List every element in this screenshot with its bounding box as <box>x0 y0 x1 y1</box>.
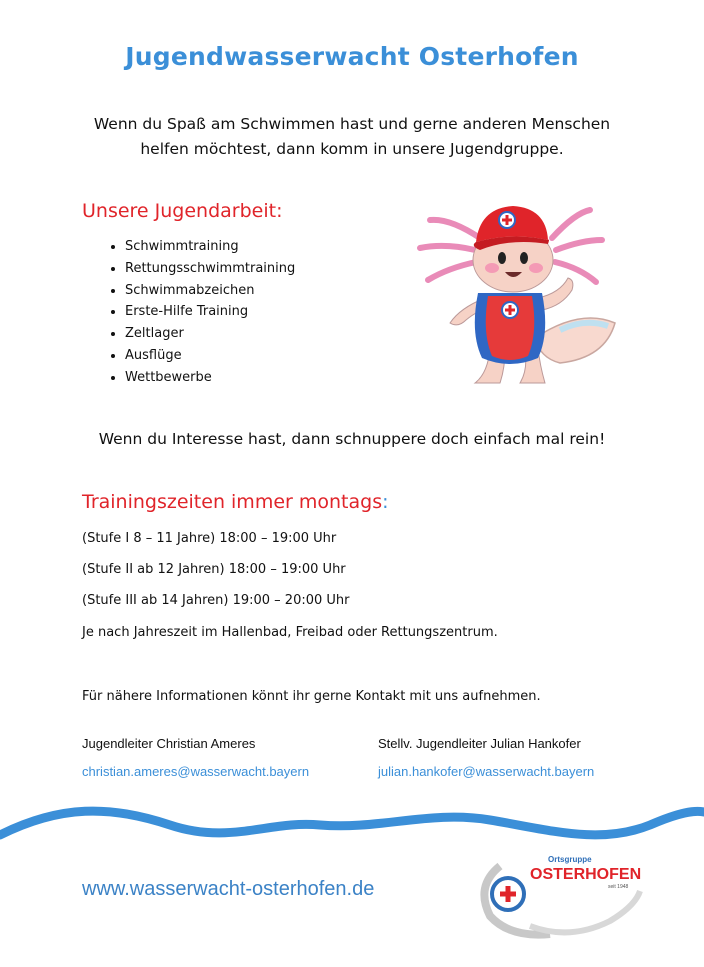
jugendarbeit-list <box>82 236 295 389</box>
list-item: • Schwimmabzeichen <box>125 280 295 302</box>
wave-divider <box>0 800 704 850</box>
contact-deputy-email-link[interactable]: julian.hankofer@wasserwacht.bayern <box>378 764 595 779</box>
contact-deputy-name: Stellv. Jugendleiter Julian Hankofer <box>378 736 581 751</box>
list-item: • Ausflüge <box>125 345 295 367</box>
list-item: • Zeltlager <box>125 323 295 345</box>
location-note: Je nach Jahreszeit im Hallenbad, Freibad oder Rettungszentrum. <box>82 625 498 640</box>
axolotl-mascot-icon <box>410 198 620 388</box>
list-item: • Rettungsschwimmtraining <box>125 258 295 280</box>
list-item: • Schwimmtraining <box>125 236 295 258</box>
training-row: (Stufe II ab 12 Jahren) 18:00 – 19:00 Uhr <box>82 562 346 577</box>
intro-line-2: helfen möchtest, dann komm in unsere Jugendgruppe. <box>140 140 564 158</box>
contact-leader-name: Jugendleiter Christian Ameres <box>82 736 256 751</box>
interest-line: Wenn du Interesse hast, dann schnuppere doch einfach mal rein! <box>98 430 606 448</box>
website-link[interactable]: www.wasserwacht-osterhofen.de <box>82 878 375 900</box>
training-row: (Stufe III ab 14 Jahren) 19:00 – 20:00 Uhr <box>82 593 350 608</box>
logo-name-text: OSTERHOFEN <box>530 866 642 883</box>
training-heading-colon: : <box>382 491 389 513</box>
training-row: (Stufe I 8 – 11 Jahre) 18:00 – 19:00 Uhr <box>82 531 337 546</box>
list-item: • Erste-Hilfe Training <box>125 301 295 323</box>
training-heading <box>82 491 389 513</box>
logo-since-text: seit 1948 <box>608 884 629 890</box>
contact-leader-email-link[interactable]: christian.ameres@wasserwacht.bayern <box>82 764 310 779</box>
training-heading-text: Trainingszeiten immer montags <box>82 491 383 513</box>
contact-intro: Für nähere Informationen könnt ihr gerne Kontakt mit uns aufnehmen. <box>82 689 541 704</box>
list-item: • Wettbewerbe <box>125 367 295 389</box>
logo-top-text: Ortsgruppe <box>548 855 592 864</box>
page-title: Jugendwasserwacht Osterhofen <box>125 42 579 71</box>
wasserwacht-logo-icon <box>470 846 645 941</box>
jugendarbeit-heading: Unsere Jugendarbeit: <box>82 200 283 222</box>
intro-text <box>60 112 644 162</box>
intro-line-1: Wenn du Spaß am Schwimmen hast und gerne anderen Menschen <box>93 115 611 133</box>
